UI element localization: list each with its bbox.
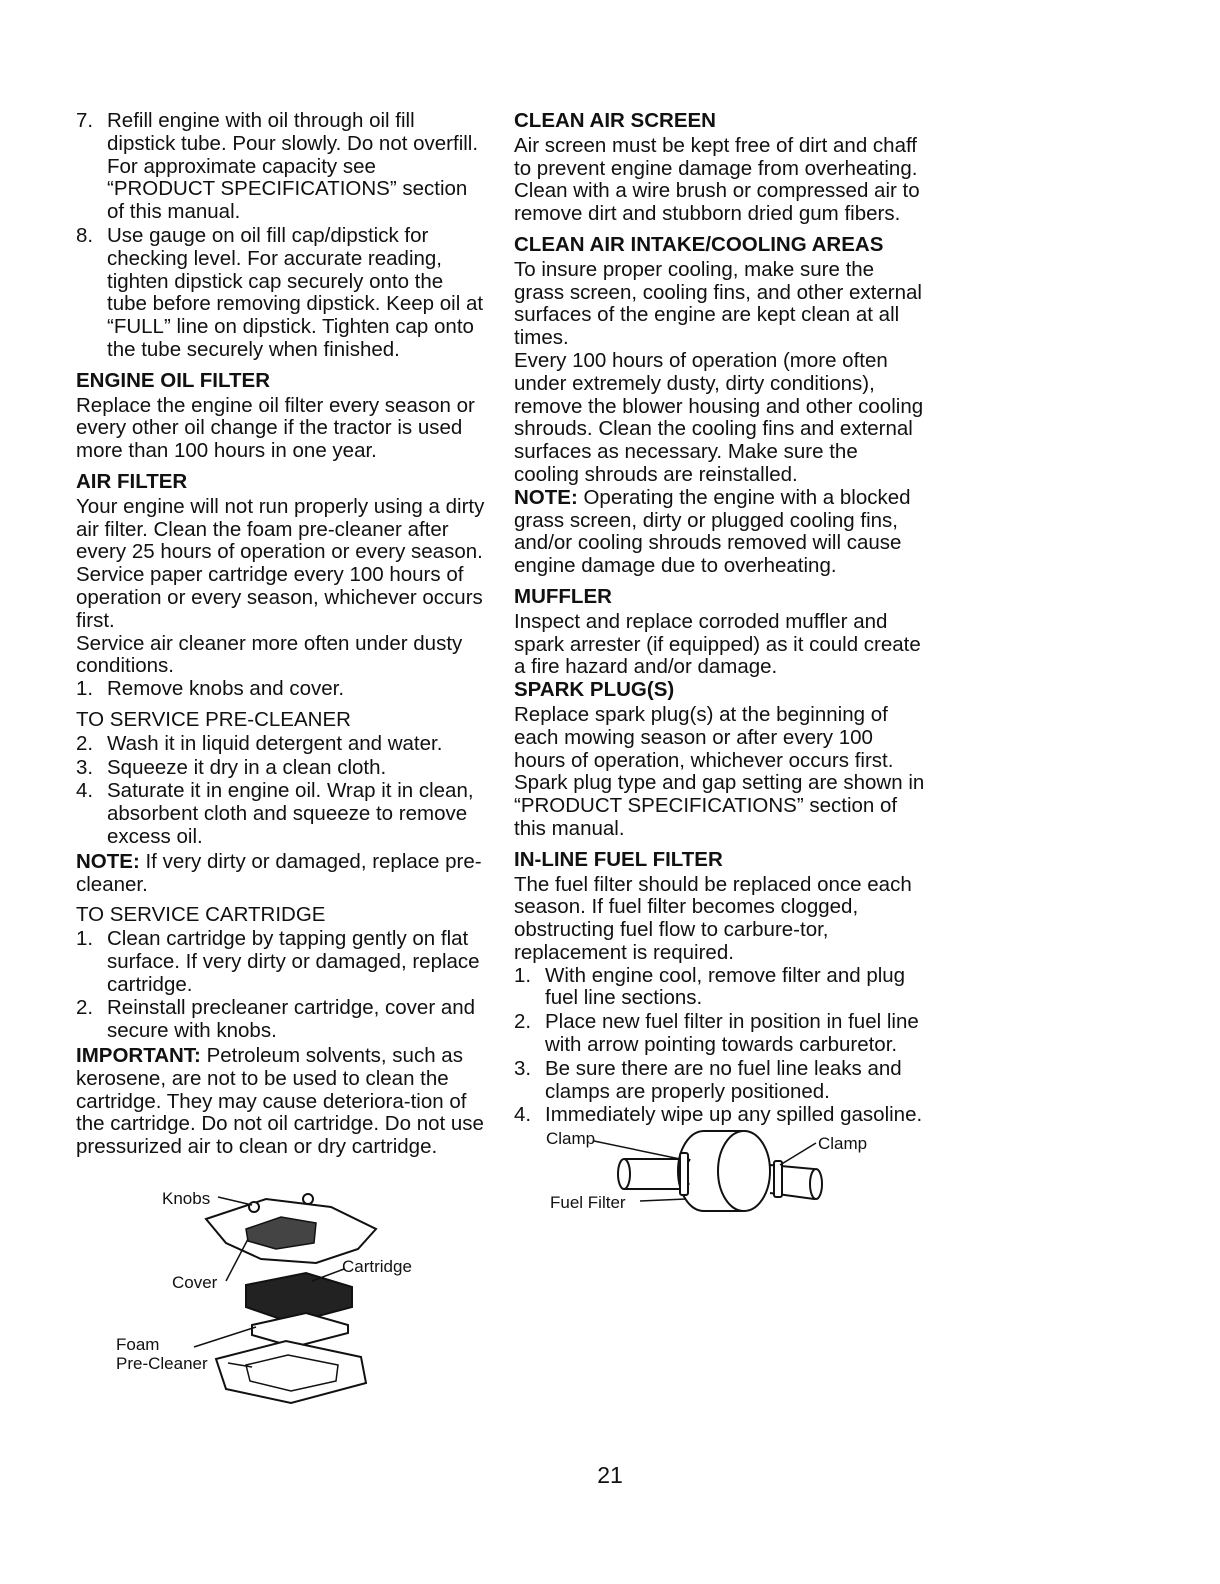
- clamp-right-shape: [774, 1161, 782, 1197]
- spark-plugs-heading: SPARK PLUG(S): [514, 678, 675, 702]
- intake-cooling-text: To insure proper cooling, make sure the grass screen, cooling fins, and other external surfaces of the engine are kept clean at all times.: [514, 257, 922, 350]
- knobs-label: Knobs: [162, 1189, 211, 1209]
- list-item: 2. Reinstall precleaner cartridge, cover and secure with knobs.: [76, 996, 476, 1043]
- clamp-right-leader: [780, 1143, 816, 1165]
- cartridge-label: Cartridge: [342, 1257, 412, 1277]
- list-item: 1. Remove knobs and cover.: [76, 677, 345, 701]
- air-filter-text-2: Service air cleaner more often under dusty conditions.: [76, 631, 463, 678]
- cartridge-heading: TO SERVICE CARTRIDGE: [76, 903, 326, 927]
- knob-left: [249, 1202, 259, 1212]
- air-filter-steps: [76, 678, 488, 701]
- clean-air-screen-heading: CLEAN AIR SCREEN: [514, 109, 716, 132]
- air-filter-heading: AIR FILTER: [76, 469, 188, 493]
- list-item: 4. Immediately wipe up any spilled gasoline.: [514, 1103, 923, 1127]
- list-item: 1. With engine cool, remove filter and plug fuel line sections.: [514, 963, 906, 1010]
- foam-leader: [194, 1327, 256, 1347]
- intake-cooling-note: NOTE: Operating the engine with a blocked grass screen, dirty or plugged cooling fins, and/or cooling shrouds removed will cause engine damage due to overheating.: [514, 485, 911, 578]
- list-item: 7. Refill engine with oil through oil fill dipstick tube. Pour slowly. Do not overfill. For approximate capacity see “PRODUCT SPECIFICATIONS” section of this manual.: [76, 109, 479, 224]
- fuel-filter-leader: [640, 1199, 686, 1201]
- spark-plugs-text: Replace spark plug(s) at the beginning of each mowing season or after every 100 hours of operation, whichever occurs first. Spark plug type and gap setting are shown in “PRODUCT SPECIFICATIONS” section of this manual.: [514, 702, 925, 840]
- foam-shape: [252, 1313, 348, 1347]
- oil-fill-steps: [76, 110, 488, 362]
- fuel-filter-figure: [514, 1129, 926, 1229]
- list-item: 3. Be sure there are no fuel line leaks and clamps are properly positioned.: [514, 1056, 902, 1103]
- fuel-filter-steps: [514, 965, 926, 1128]
- fuel-line-left: [624, 1159, 684, 1189]
- fuel-line-right-end: [810, 1169, 822, 1199]
- intake-cooling-heading: CLEAN AIR INTAKE/COOLING AREAS: [514, 232, 884, 256]
- fuel-filter-heading: IN-LINE FUEL FILTER: [514, 847, 723, 871]
- cover-label: Cover: [172, 1273, 218, 1293]
- list-item: 2. Place new fuel filter in position in fuel line with arrow pointing towards carburetor.: [514, 1010, 919, 1057]
- muffler-heading: MUFFLER: [514, 584, 612, 608]
- clamp-left-shape: [680, 1153, 688, 1195]
- list-item: 1. Clean cartridge by tapping gently on flat surface. If very dirty or damaged, replace cartridge.: [76, 927, 480, 996]
- cartridge-steps: [76, 928, 488, 1043]
- clamp-right-label: Clamp: [818, 1134, 868, 1154]
- air-cleaner-figure: [76, 1177, 488, 1407]
- page-number: 21: [597, 1462, 623, 1488]
- air-filter-text: Your engine will not run properly using a dirty air filter. Clean the foam pre-cleaner after every 25 hours of operation or every season. Service paper cartridge every 100 hours of operation or every season, whichever occurs first.: [76, 494, 485, 632]
- base-shape: [216, 1341, 366, 1403]
- foam-label: Foam: [116, 1335, 160, 1355]
- pre-cleaner-heading: TO SERVICE PRE-CLEANER: [76, 707, 351, 731]
- knobs-leader: [218, 1197, 252, 1205]
- list-item: 4. Saturate it in engine oil. Wrap it in clean, absorbent cloth and squeeze to remove excess oil.: [76, 779, 474, 848]
- clean-air-screen-text: Air screen must be kept free of dirt and chaff to prevent engine damage from overheating. Clean with a wire brush or compressed air to remove dirt and stubborn dried gum fibers.: [514, 133, 920, 226]
- intake-cooling-text-2: Every 100 hours of operation (more often under extremely dusty, dirty conditions), remove the blower housing and other cooling shrouds. Clean the cooling fins and external surfaces as necessary. Make sure the cooling shrouds are reinstalled.: [514, 348, 924, 486]
- muffler-text: Inspect and replace corroded muffler and spark arrester (if equipped) as it could create a fire hazard and/or damage.: [514, 609, 921, 679]
- list-item: 3. Squeeze it dry in a clean cloth.: [76, 755, 387, 779]
- filter-body-right: [718, 1131, 770, 1211]
- fuel-filter-label: Fuel Filter: [550, 1193, 626, 1213]
- right-column: [514, 110, 926, 1229]
- knob-right: [303, 1194, 313, 1204]
- list-item: 2. Wash it in liquid detergent and water.: [76, 731, 443, 755]
- fuel-filter-text: The fuel filter should be replaced once each season. If fuel filter becomes clogged, obstructing fuel flow to carbure-tor, replacement is required.: [514, 872, 912, 964]
- clamp-left-leader: [594, 1141, 680, 1159]
- engine-oil-filter-heading: ENGINE OIL FILTER: [76, 368, 270, 392]
- engine-oil-filter-text: Replace the engine oil filter every season or every other oil change if the tractor is used more than 100 hours in one year.: [76, 393, 475, 463]
- list-item: 8. Use gauge on oil fill cap/dipstick for checking level. For accurate reading, tighten dipstick cap securely onto the tube before removing dipstick. Keep oil at “FULL” line on dipstick. Tighten cap onto the tube securely when finished.: [76, 223, 484, 361]
- fuel-line-left-end: [618, 1159, 630, 1189]
- pre-cleaner-steps: [76, 733, 488, 849]
- pre-cleaner-label: Pre-Cleaner: [116, 1354, 208, 1374]
- clamp-left-label: Clamp: [546, 1129, 596, 1149]
- pre-cleaner-note: NOTE: If very dirty or damaged, replace pre-cleaner.: [76, 849, 482, 896]
- left-column: [76, 110, 488, 1407]
- cartridge-important: IMPORTANT: Petroleum solvents, such as kerosene, are not to be used to clean the cartridge. They may cause deteriora-tion of the cartridge. Do not oil cartridge. Do not use pressurized air to clean or dry cartridge.: [76, 1044, 484, 1159]
